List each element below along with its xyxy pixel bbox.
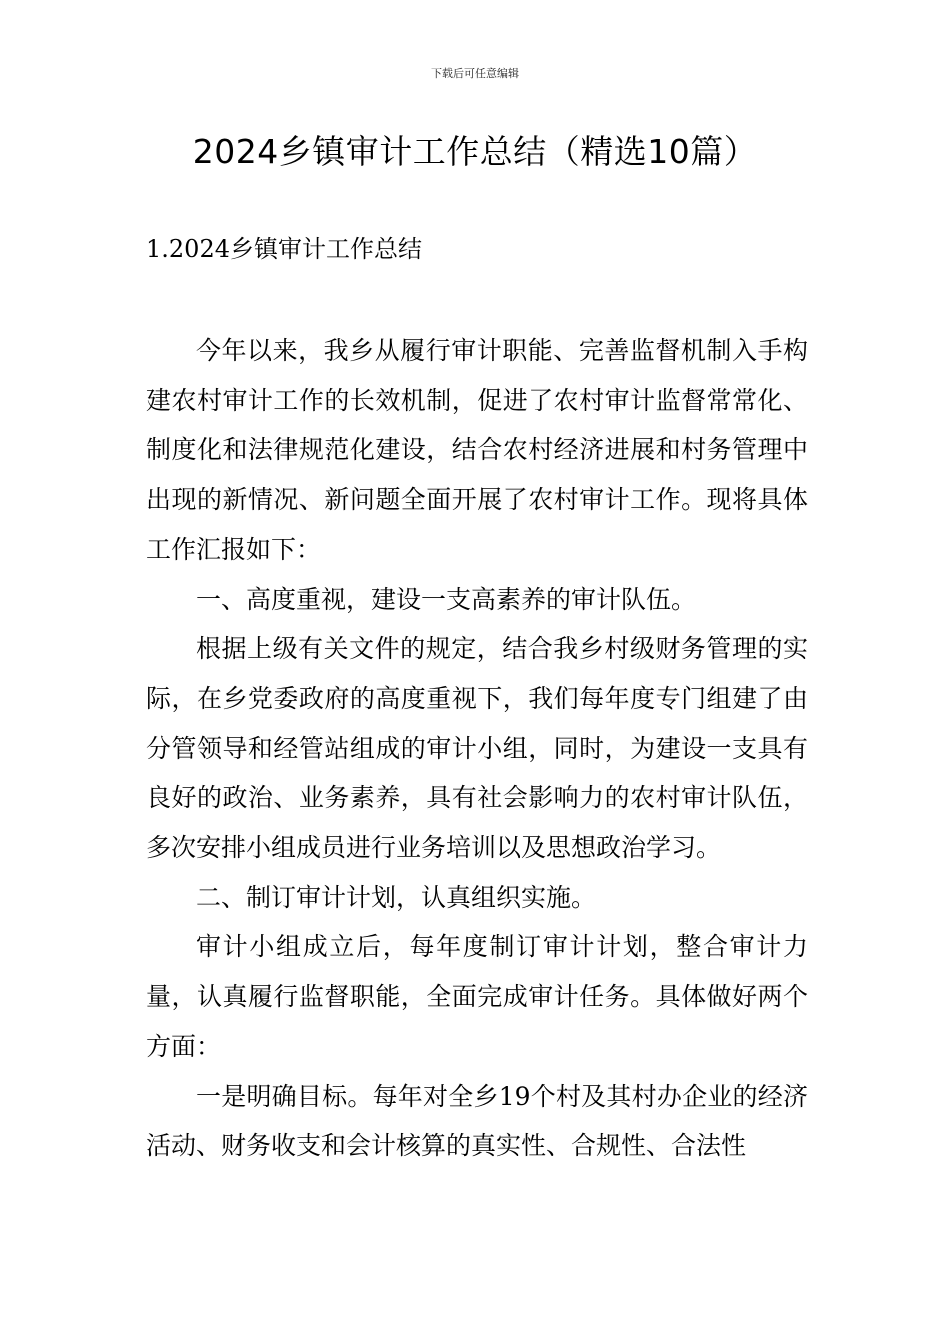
paragraph-intro: 今年以来，我乡从履行审计职能、完善监督机制入手构建农村审计工作的长效机制，促进了农村审计监督常常化、制度化和法律规范化建设，结合农村经济进展和村务管理中出现的新情况、新问题全面开展了农村审计工作。现将具体工作汇报如下： [146, 336, 808, 564]
document-body [146, 326, 808, 1171]
paragraph-plan: 审计小组成立后，每年度制订审计计划，整合审计力量，认真履行监督职能，全面完成审计任务。具体做好两个方面： [146, 932, 808, 1061]
paragraph-heading-2: 二、制订审计计划，认真组织实施。 [196, 882, 597, 912]
paragraph-goal: 一是明确目标。每年对全乡19个村及其村办企业的经济活动、财务收支和会计核算的真实性、合规性、合法性 [146, 1081, 808, 1161]
document-title: 2024乡镇审计工作总结（精选10篇） [192, 132, 758, 171]
section-heading: 1.2024乡镇审计工作总结 [146, 235, 422, 263]
header-note: 下载后可任意编辑 [431, 67, 519, 80]
paragraph-heading-1: 一、高度重视，建设一支高素养的审计队伍。 [196, 584, 697, 614]
paragraph-team: 根据上级有关文件的规定，结合我乡村级财务管理的实际，在乡党委政府的高度重视下，我们每年度专门组建了由分管领导和经管站组成的审计小组，同时，为建设一支具有良好的政治、业务素养，具有社会影响力的农村审计队伍，多次安排小组成员进行业务培训以及思想政治学习。 [146, 634, 808, 863]
